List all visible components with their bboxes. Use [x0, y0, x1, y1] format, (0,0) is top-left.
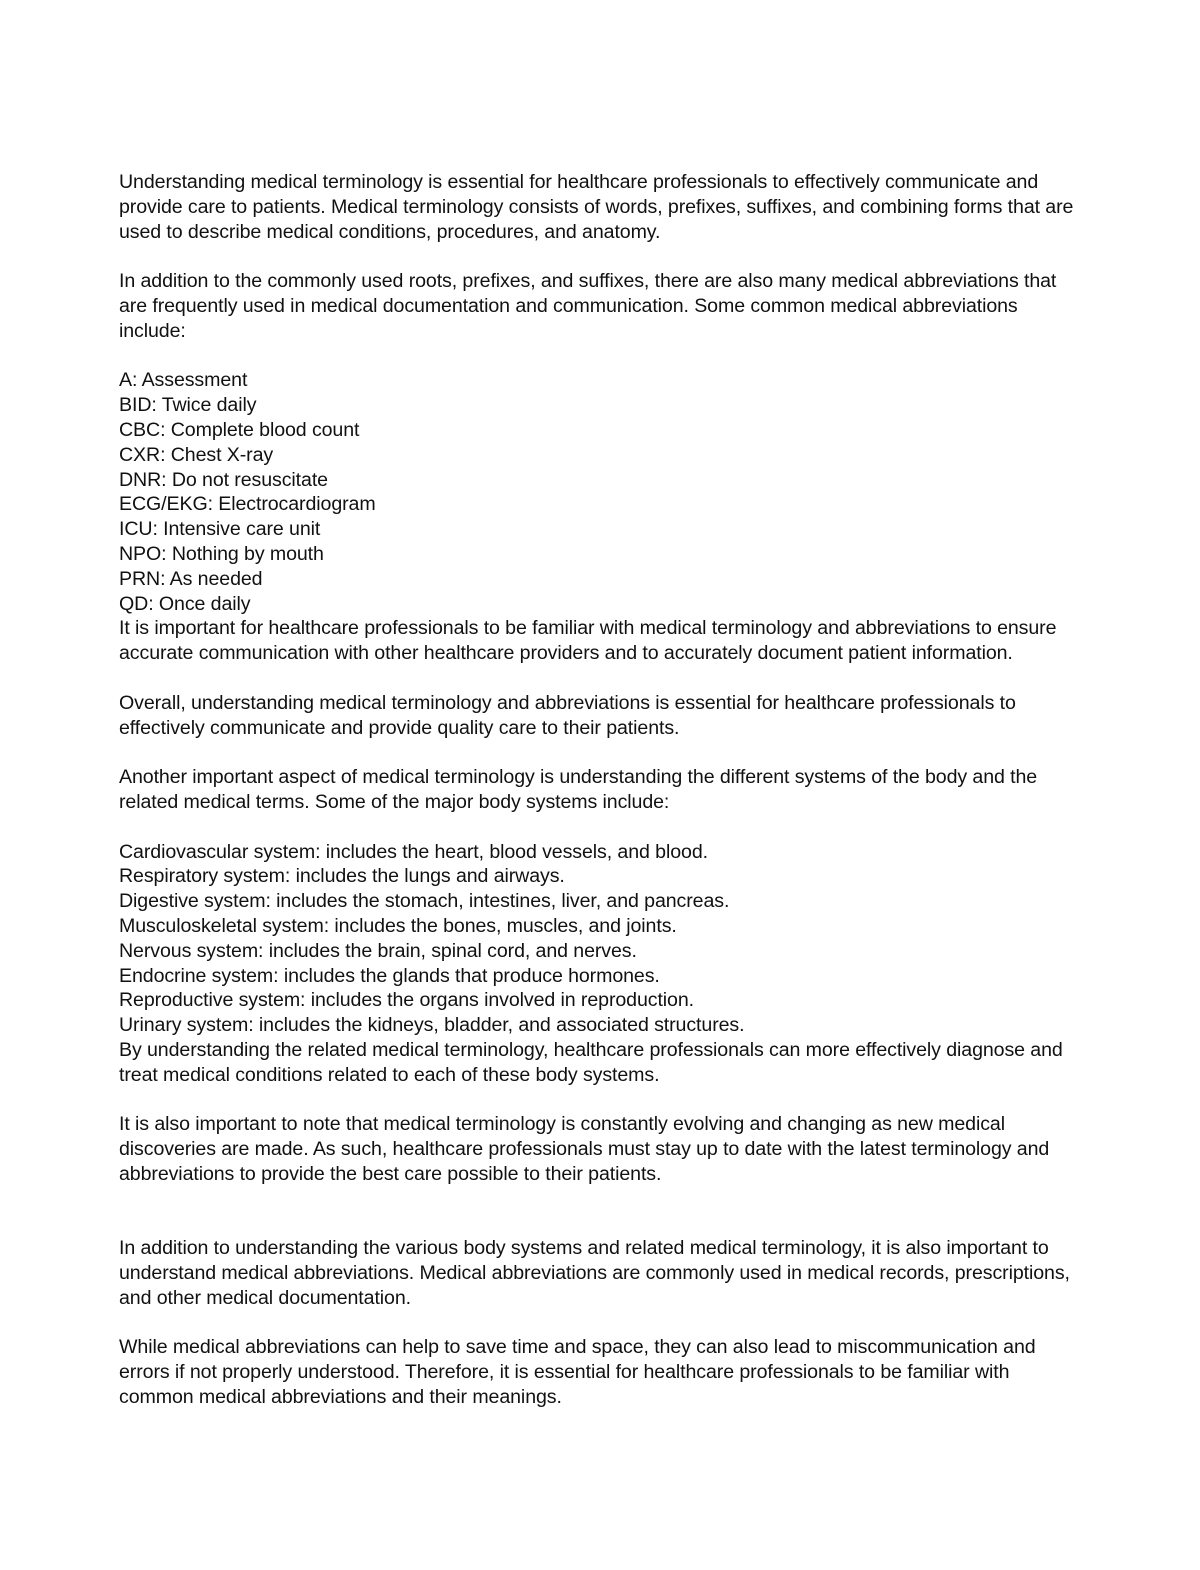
abbreviation-item: DNR: Do not resuscitate: [119, 468, 328, 491]
overall-paragraph: Overall, understanding medical terminology and abbreviations is essential for healthcare professionals to effectively communicate and provide quality care to their patients.: [119, 691, 1016, 739]
abbreviation-item: ECG/EKG: Electrocardiogram: [119, 493, 376, 516]
abbreviation-item: A: Assessment: [119, 369, 248, 392]
abbreviations-importance-paragraph: It is important for healthcare professionals to be familiar with medical terminology and abbreviations to ensure accurate communication with other healthcare providers and to accurately document patient information.: [119, 617, 1057, 665]
abbreviation-item: NPO: Nothing by mouth: [119, 542, 324, 565]
body-system-item: Reproductive system: includes the organs involved in reproduction.: [119, 989, 694, 1012]
abbreviation-item: PRN: As needed: [119, 567, 263, 590]
abbreviation-item: QD: Once daily: [119, 592, 251, 615]
intro-paragraph: Understanding medical terminology is essential for healthcare professionals to effectively communicate and provide care to patients. Medical terminology consists of words, prefixes, suffixes, and combining forms that are used to describe medical conditions, procedures, and anatomy.: [119, 171, 1074, 243]
abbreviation-item: CBC: Complete blood count: [119, 418, 360, 441]
body-system-item: Cardiovascular system: includes the heart, blood vessels, and blood.: [119, 840, 708, 863]
abbreviations-list: [119, 368, 1089, 616]
abbreviation-risk-paragraph: While medical abbreviations can help to save time and space, they can also lead to miscommunication and errors if not properly understood. Therefore, it is essential for healthcare professionals to be familiar with common medical abbreviations and their meanings.: [119, 1336, 1036, 1409]
body-systems-conclusion-paragraph: By understanding the related medical terminology, healthcare professionals can more effectively diagnose and treat medical conditions related to each of these body systems.: [119, 1038, 1063, 1086]
body-system-item: Digestive system: includes the stomach, intestines, liver, and pancreas.: [119, 890, 730, 913]
abbreviations-intro-paragraph: In addition to the commonly used roots, prefixes, and suffixes, there are also many medical abbreviations that are frequently used in medical documentation and communication. Some common medical abbreviations include:: [119, 270, 1057, 342]
document-page: [119, 170, 1089, 1410]
body-system-item: Nervous system: includes the brain, spinal cord, and nerves.: [119, 939, 637, 962]
abbreviation-usage-paragraph: In addition to understanding the various body systems and related medical terminology, it is also important to understand medical abbreviations. Medical abbreviations are commonly used in medical records, prescriptions, and other medical documentation.: [119, 1237, 1070, 1309]
evolving-terminology-paragraph: It is also important to note that medical terminology is constantly evolving and changing as new medical discoveries are made. As such, healthcare professionals must stay up to date with the latest terminology and abbreviations to provide the best care possible to their patients.: [119, 1113, 1050, 1185]
abbreviation-item: BID: Twice daily: [119, 394, 257, 417]
abbreviation-item: CXR: Chest X-ray: [119, 443, 274, 466]
body-system-item: Musculoskeletal system: includes the bones, muscles, and joints.: [119, 914, 677, 937]
abbreviation-item: ICU: Intensive care unit: [119, 518, 321, 541]
body-systems-intro-paragraph: Another important aspect of medical terminology is understanding the different systems of the body and the related medical terms. Some of the major body systems include:: [119, 766, 1038, 813]
body-systems-list: [119, 840, 1089, 1038]
body-system-item: Endocrine system: includes the glands that produce hormones.: [119, 964, 660, 987]
body-system-item: Respiratory system: includes the lungs and airways.: [119, 865, 565, 888]
body-system-item: Urinary system: includes the kidneys, bladder, and associated structures.: [119, 1014, 745, 1037]
